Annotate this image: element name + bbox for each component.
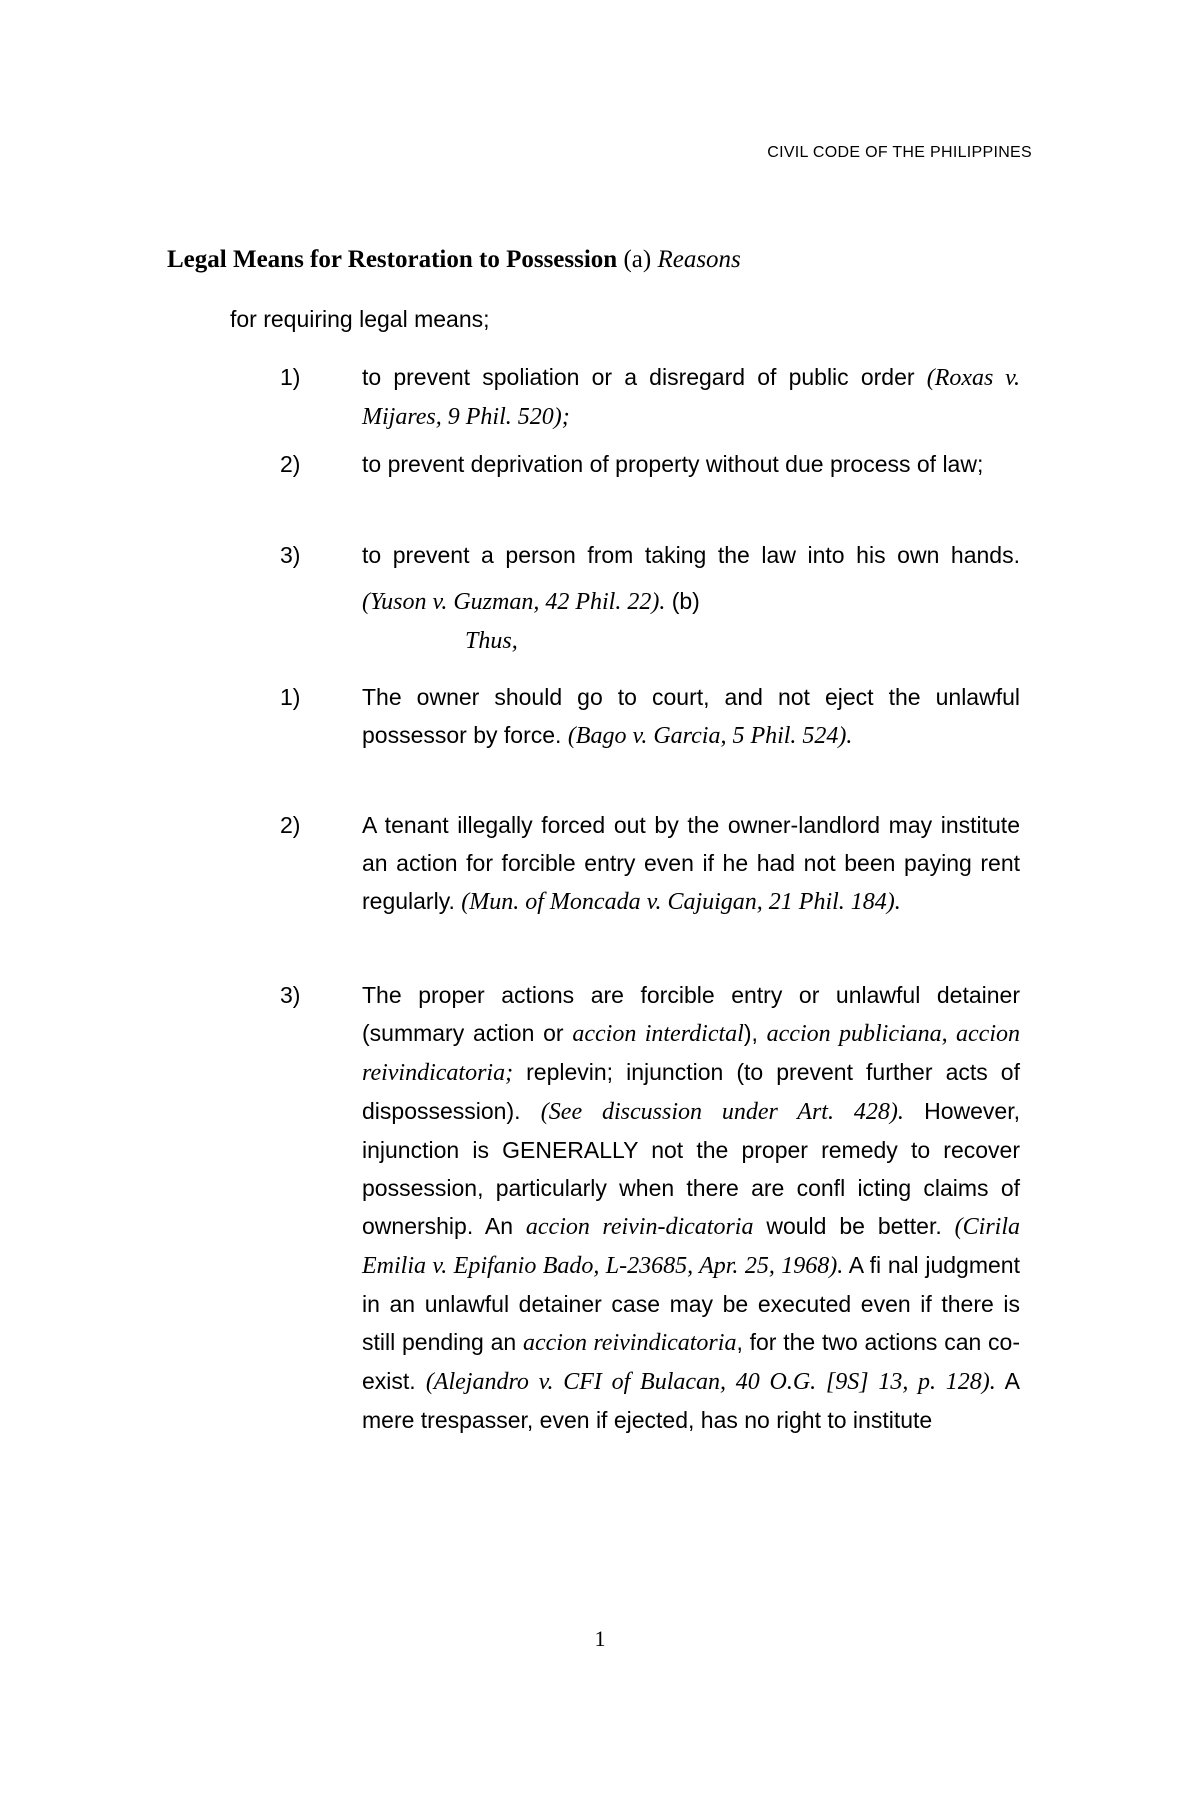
item-citation: (Roxas v. Mijares, 9 Phil. 520);: [362, 365, 1020, 430]
italic-term: accion interdictal: [572, 1021, 744, 1047]
text-segment: , for the two actions can co-exist.: [362, 1329, 1021, 1394]
item-body-text: The owner should go to court, and not eject the unlawful possessor by force.: [362, 684, 1020, 748]
text-segment: The proper actions are forcible entry or unlawful detainer (summary action or: [362, 982, 1020, 1046]
item-text: [362, 678, 1020, 755]
text-segment: would be better.: [753, 1213, 955, 1239]
item-text: [362, 806, 1020, 921]
item-number: 2): [280, 451, 301, 477]
item-number: 3): [280, 542, 301, 568]
item-body-text: to prevent spoliation or a disregard of public order: [362, 364, 915, 390]
item-body-text: A tenant illegally forced out by the owner-landlord may institute an action for forcible entry even if he had not been paying rent regularly.: [362, 812, 1020, 914]
text-segment: A fi nal judgment in an unlawful detainer case may be executed even if there is still pending an: [362, 1252, 1020, 1355]
thus-label: Thus,: [465, 628, 518, 654]
page-number: 1: [594, 1626, 606, 1651]
item-tail-marker: (b): [671, 588, 700, 614]
item-text: [362, 358, 1020, 436]
item-number: 2): [280, 812, 301, 838]
item-number: 3): [280, 982, 301, 1008]
italic-term: accion publiciana, accion reivindicatoria;: [362, 1021, 1020, 1086]
item-citation: (See discussion under Art. 428).: [540, 1099, 904, 1125]
item-body-text: to prevent a person from taking the law into his own hands.: [362, 542, 1020, 568]
heading-subtitle: Reasons: [657, 246, 741, 273]
italic-term: accion reivin-dicatoria: [525, 1214, 754, 1240]
heading-title: Legal Means for Restoration to Possession: [167, 246, 618, 273]
item-number: 1): [280, 684, 301, 710]
text-segment: A mere trespasser, even if ejected, has no right to institute: [362, 1368, 1020, 1433]
item-citation: (Mun. of Moncada v. Cajuigan, 21 Phil. 184).: [461, 889, 901, 915]
lead-line: for requiring legal means;: [230, 306, 490, 332]
item-text: [362, 445, 1020, 483]
text-segment: ),: [743, 1020, 767, 1046]
text-segment: replevin; injunction (to prevent further acts of dispossession).: [362, 1059, 1020, 1124]
item-citation: (Alejandro v. CFI of Bulacan, 40 O.G. [9S] 13, p. 128).: [425, 1369, 996, 1395]
text-segment: However, injunction is GENERALLY not the proper remedy to recover possession, particularly when there are confl icting claims of ownership. An: [362, 1098, 1020, 1239]
item-text: [362, 532, 1020, 625]
item-body-text: to prevent deprivation of property without due process of law;: [362, 451, 984, 477]
item-citation: (Cirila Emilia v. Epifanio Bado, L-23685, Apr. 25, 1968).: [362, 1214, 1020, 1279]
item-citation: (Yuson v. Guzman, 42 Phil. 22).: [362, 589, 666, 615]
item-text: [362, 976, 1020, 1439]
heading-marker: (a): [623, 246, 652, 273]
running-header: CIVIL CODE OF THE PHILIPPINES: [767, 144, 1032, 161]
section-heading: [167, 246, 1047, 274]
item-number: 1): [280, 364, 301, 390]
italic-term: accion reivindicatoria: [523, 1330, 737, 1356]
item-citation: (Bago v. Garcia, 5 Phil. 524).: [567, 723, 853, 749]
